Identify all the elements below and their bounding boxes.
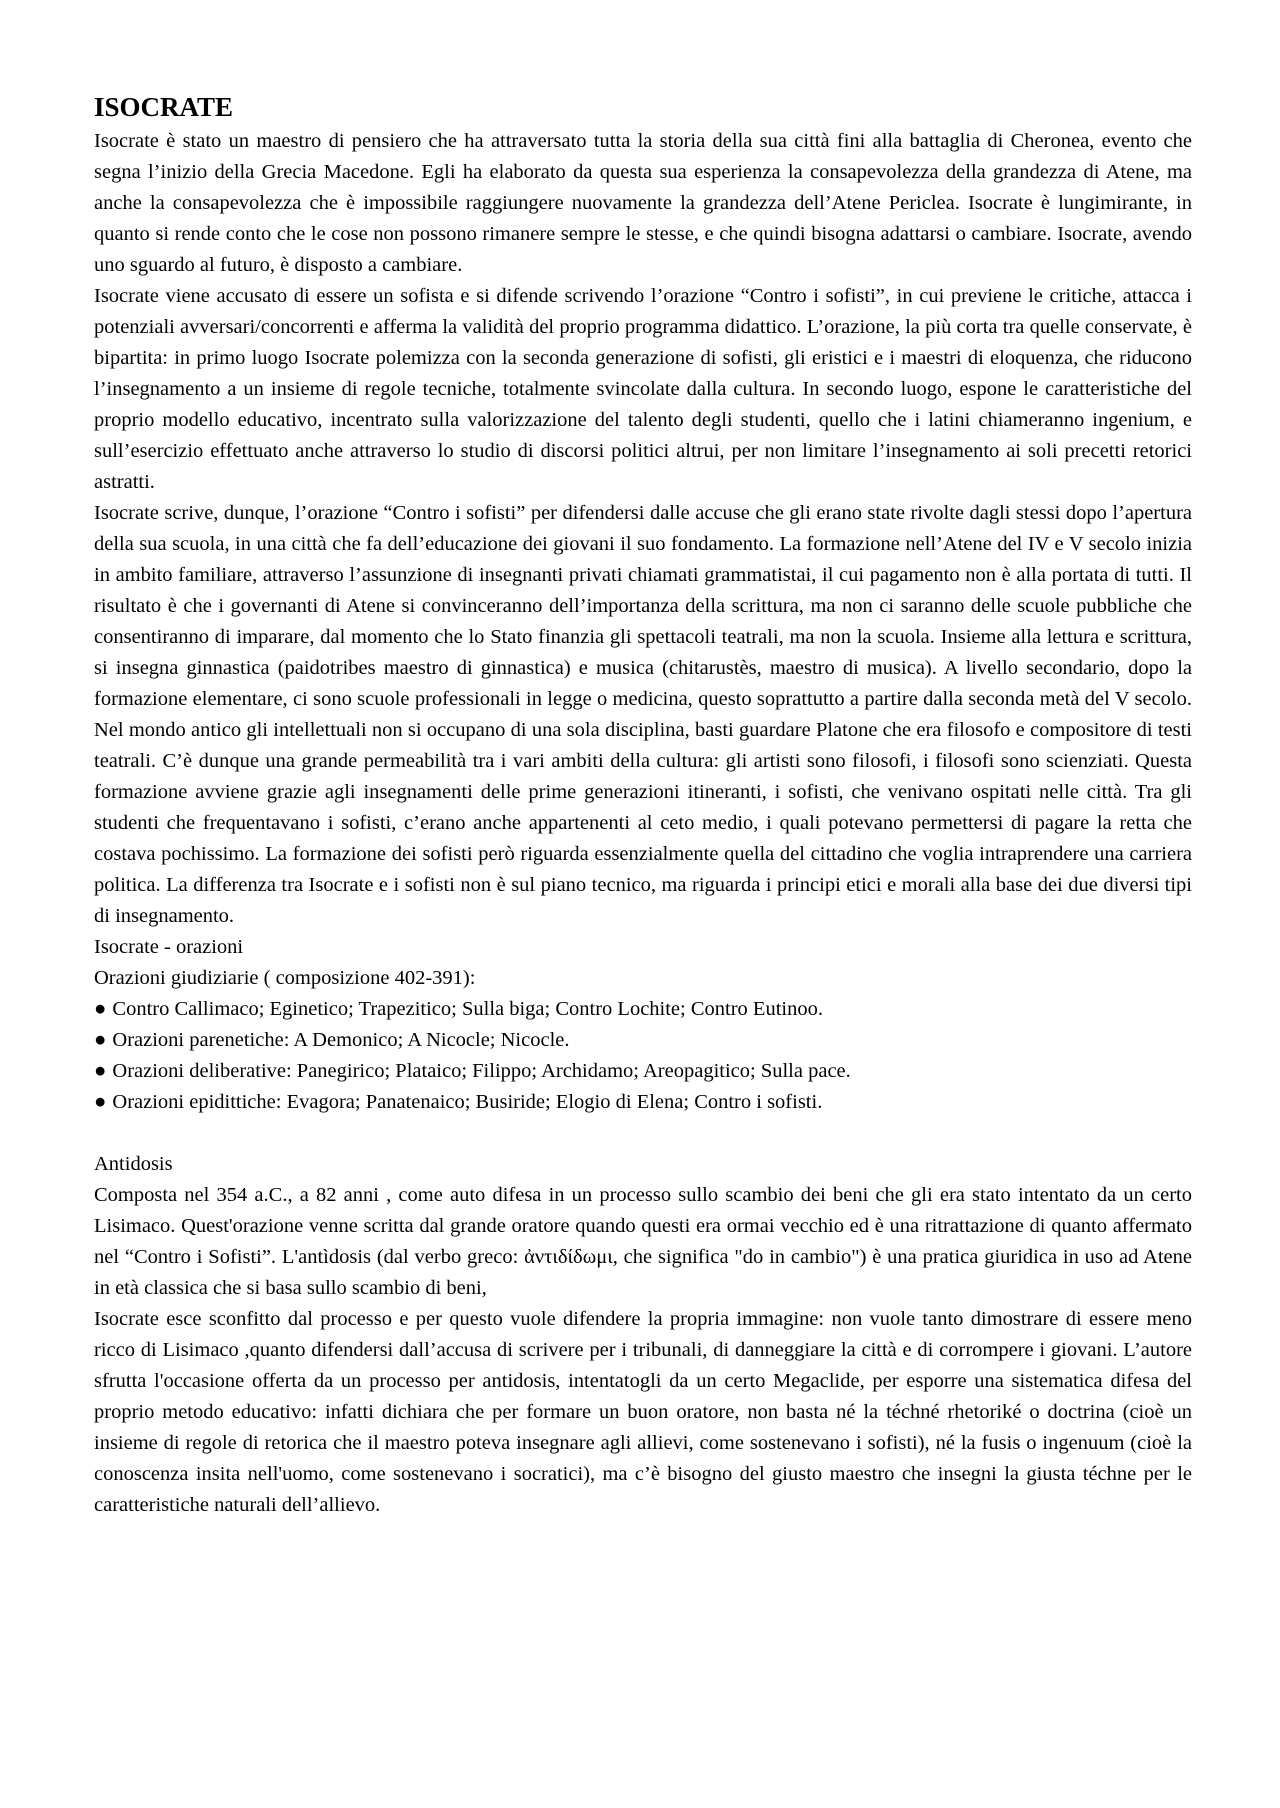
list-item	[94, 1056, 924, 1087]
list-item	[94, 994, 1192, 1025]
orazioni-list	[94, 994, 1192, 1118]
list-item-text: Contro Callimaco; Eginetico; Trapezitico; Sulla biga; Contro Lochite; Contro Eutinoo.	[112, 998, 823, 1020]
bullet-icon: ●	[94, 998, 107, 1020]
paragraph-antidosis-1: Composta nel 354 a.C., a 82 anni , come auto difesa in un processo sullo scambio dei beni che gli era stato intentato da un certo Lisimaco. Quest'orazione venne scritta dal grande oratore quando questi era ormai vecchio ed è una ritrattazione di quanto affermato nel “Contro i Sofisti”. L'antìdosis (dal verbo greco: ἀντιδίδωμι, che significa "do in cambio") è una pratica giuridica in uso ad Atene in età classica che si basa sullo scambio di beni,	[94, 1184, 1192, 1299]
paragraph-intro: Isocrate è stato un maestro di pensiero che ha attraversato tutta la storia della sua città fini alla battaglia di Cheronea, evento che segna l’inizio della Grecia Macedone. Egli ha elaborato da questa sua esperienza la consapevolezza della grandezza di Atene, ma anche la consapevolezza che è impossibile raggiungere nuovamente la grandezza dell’Atene Periclea. Isocrate è lungimirante, in quanto si rende conto che le cose non possono rimanere sempre le stesse, e che quindi bisogna adattarsi o cambiare. Isocrate, avendo uno sguardo al futuro, è disposto a cambiare.	[94, 130, 1192, 276]
document-title: ISOCRATE	[94, 92, 234, 122]
section-spacer	[94, 1118, 1192, 1149]
orazioni-heading: Isocrate - orazioni	[94, 936, 244, 958]
bullet-icon: ●	[94, 1060, 107, 1082]
list-item-text: Orazioni epidittiche: Evagora; Panatenaico; Busiride; Elogio di Elena; Contro i sofisti.	[112, 1091, 823, 1113]
list-item-text: Orazioni parenetiche: A Demonico; A Nicocle; Nicocle.	[112, 1029, 570, 1051]
paragraph-contro-i-sofisti: Isocrate viene accusato di essere un sofista e si difende scrivendo l’orazione “Contro i sofisti”, in cui previene le critiche, attacca i potenziali avversari/concorrenti e afferma la validità del proprio programma didattico. L’orazione, la più corta tra quelle conservate, è bipartita: in primo luogo Isocrate polemizza con la seconda generazione di sofisti, gli eristici e i maestri di eloquenza, che riducono l’insegnamento a un insieme di regole tecniche, totalmente svincolate dalla cultura. In secondo luogo, espone le caratteristiche del proprio modello educativo, incentrato sulla valorizzazione del talento degli studenti, quello che i latini chiameranno ingenium, e sull’esercizio effettuato anche attraverso lo studio di discorsi politici altrui, per non limitare l’insegnamento ai soli precetti retorici astratti.	[94, 285, 1192, 493]
document-page	[94, 88, 1192, 1521]
list-item-text: Orazioni deliberative: Panegirico; Plataico; Filippo; Archidamo; Areopagitico; Sulla pace.	[112, 1060, 851, 1082]
list-item	[94, 1025, 1192, 1056]
paragraph-antidosis-2: Isocrate esce sconfitto dal processo e per questo vuole difendere la propria immagine: non vuole tanto dimostrare di essere meno ricco di Lisimaco ,quanto difendersi dall’accusa di scrivere per i tribunali, di danneggiare la città e di corrompere i giovani. L’autore sfrutta l'occasione offerta da un processo per antidosis, intentatogli da un certo Megaclide, per esporre una sistematica difesa del proprio metodo educativo: infatti dichiara che per formare un buon oratore, non basta né la téchné rhetoriké o doctrina (cioè un insieme di regole di retorica che il maestro poteva insegnare agli allievi, come sostenevano i sofisti), né la fusis o ingenuum (cioè la conoscenza insita nell'uomo, come sostenevano i socratici), ma c’è bisogno del giusto maestro che insegni la giusta téchne per le caratteristiche naturali dell’allievo.	[94, 1308, 1192, 1516]
bullet-icon: ●	[94, 1029, 107, 1051]
list-item	[94, 1087, 1192, 1118]
antidosis-heading: Antidosis	[94, 1153, 173, 1175]
bullet-icon: ●	[94, 1091, 107, 1113]
paragraph-formazione: Isocrate scrive, dunque, l’orazione “Contro i sofisti” per difendersi dalle accuse che gli erano state rivolte dagli stessi dopo l’apertura della sua scuola, in una città che fa dell’educazione dei giovani il suo fondamento. La formazione nell’Atene del IV e V secolo inizia in ambito familiare, attraverso l’assunzione di insegnanti privati chiamati grammatistai, il cui pagamento non è alla portata di tutti. Il risultato è che i governanti di Atene si convinceranno dell’importanza della scrittura, ma non ci saranno delle scuole pubbliche che consentiranno di imparare, dal momento che lo Stato finanzia gli spettacoli teatrali, ma non la scuola. Insieme alla lettura e scrittura, si insegna ginnastica (paidotribes maestro di ginnastica) e musica (chitarustès, maestro di musica). A livello secondario, dopo la formazione elementare, ci sono scuole professionali in legge o medicina, questo soprattutto a partire dalla seconda metà del V secolo. Nel mondo antico gli intellettuali non si occupano di una sola disciplina, basti guardare Platone che era filosofo e compositore di testi teatrali. C’è dunque una grande permeabilità tra i vari ambiti della cultura: gli artisti sono filosofi, i filosofi sono scienziati. Questa formazione avviene grazie agli insegnamenti delle prime generazioni itineranti, i sofisti, che venivano ospitati nelle città. Tra gli studenti che frequentavano i sofisti, c’erano anche appartenenti al ceto medio, i quali potevano permettersi di pagare la retta che costava pochissimo. La formazione dei sofisti però riguarda essenzialmente quella del cittadino che voglia intraprendere una carriera politica. La differenza tra Isocrate e i sofisti non è sul piano tecnico, ma riguarda i principi etici e morali alla base dei due diversi tipi di insegnamento.	[94, 502, 1192, 927]
orazioni-subheading: Orazioni giudiziarie ( composizione 402-391):	[94, 967, 476, 989]
